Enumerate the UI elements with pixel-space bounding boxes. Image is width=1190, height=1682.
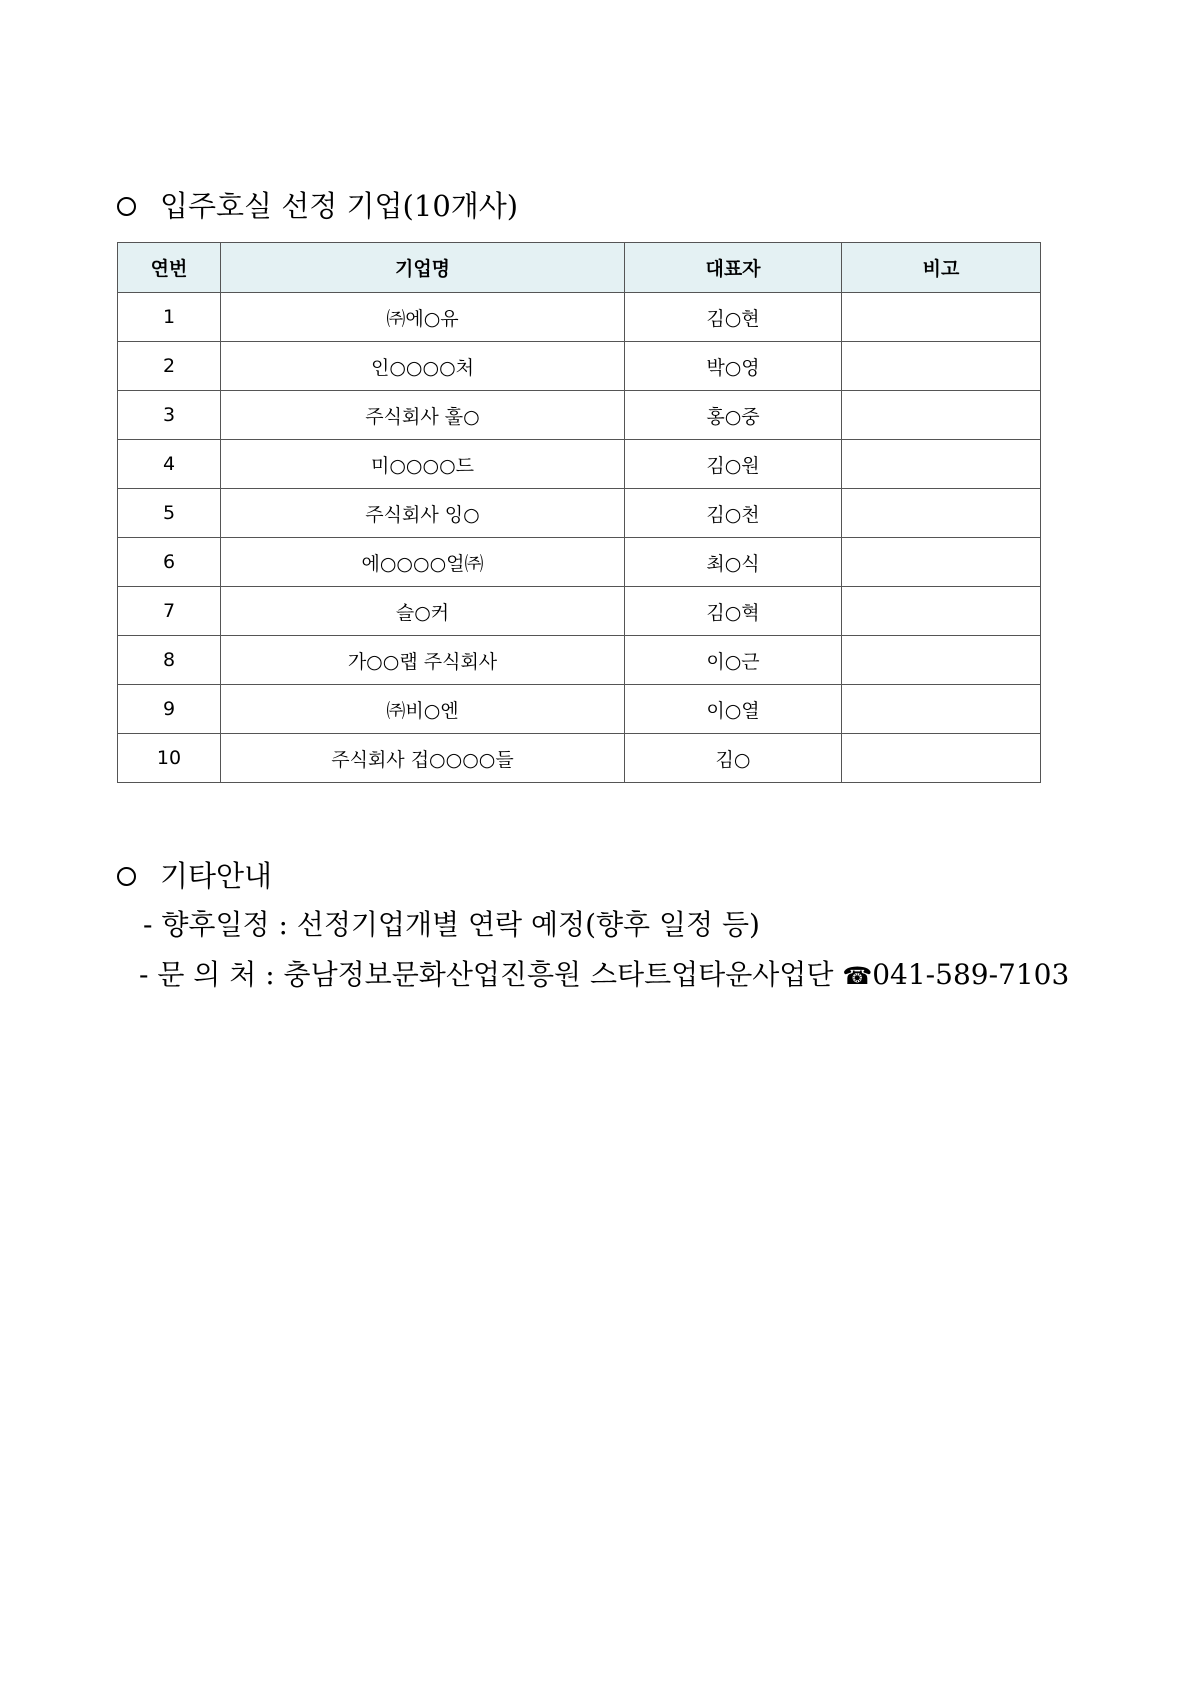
section-title-other-info [117,856,272,896]
table-header-row [118,243,1041,293]
row-no-cell: 10 [118,734,221,783]
row-no-cell: 5 [118,489,221,538]
remarks-cell [842,587,1041,636]
company-name-cell: ㈜에○유 [221,293,625,342]
row-no-cell: 1 [118,293,221,342]
phone-number: 041-589-7103 [872,958,1070,991]
company-name-cell: 주식회사 겁○○○○들 [221,734,625,783]
row-no-cell: 2 [118,342,221,391]
company-name-cell: ㈜비○엔 [221,685,625,734]
company-name-cell: 주식회사 잉○ [221,489,625,538]
row-no-cell: 6 [118,538,221,587]
section-title-selected-companies [117,186,518,226]
table-row [118,391,1041,440]
company-name-cell: 에○○○○얼㈜ [221,538,625,587]
representative-cell: 박○영 [625,342,842,391]
company-name-cell: 인○○○○처 [221,342,625,391]
representative-cell: 홍○중 [625,391,842,440]
remarks-cell [842,342,1041,391]
representative-cell: 최○식 [625,538,842,587]
company-name-cell: 슬○커 [221,587,625,636]
table-row [118,685,1041,734]
header-representative: 대표자 [625,243,842,293]
company-name-cell: 가○○랩 주식회사 [221,636,625,685]
circle-bullet-icon [117,867,136,886]
company-name-cell: 미○○○○드 [221,440,625,489]
table-row [118,489,1041,538]
selected-companies-table [117,242,1041,783]
remarks-cell [842,538,1041,587]
section-title-text: 입주호실 선정 기업(10개사) [160,189,519,223]
table-row [118,636,1041,685]
representative-cell: 이○열 [625,685,842,734]
header-company: 기업명 [221,243,625,293]
row-no-cell: 9 [118,685,221,734]
remarks-cell [842,440,1041,489]
remarks-cell [842,734,1041,783]
contact-line [139,956,1069,995]
row-no-cell: 3 [118,391,221,440]
remarks-cell [842,293,1041,342]
row-no-cell: 8 [118,636,221,685]
table-row [118,538,1041,587]
table-body [118,293,1041,783]
section-title-text: 기타안내 [160,859,273,893]
row-no-cell: 7 [118,587,221,636]
circle-bullet-icon [117,197,136,216]
table-row [118,734,1041,783]
representative-cell: 김○현 [625,293,842,342]
representative-cell: 김○ [625,734,842,783]
contact-text: - 문 의 처 : 충남정보문화산업진흥원 스타트업타운사업단 [139,958,843,991]
representative-cell: 김○혁 [625,587,842,636]
phone-icon: ☎ [842,962,873,990]
schedule-line: - 향후일정 : 선정기업개별 연락 예정(향후 일정 등) [143,908,760,941]
table-row [118,440,1041,489]
company-name-cell: 주식회사 훌○ [221,391,625,440]
representative-cell: 이○근 [625,636,842,685]
remarks-cell [842,636,1041,685]
remarks-cell [842,391,1041,440]
header-no: 연번 [118,243,221,293]
representative-cell: 김○원 [625,440,842,489]
table-row [118,293,1041,342]
table-row [118,342,1041,391]
table-row [118,587,1041,636]
remarks-cell [842,489,1041,538]
row-no-cell: 4 [118,440,221,489]
representative-cell: 김○천 [625,489,842,538]
remarks-cell [842,685,1041,734]
header-remarks: 비고 [842,243,1041,293]
